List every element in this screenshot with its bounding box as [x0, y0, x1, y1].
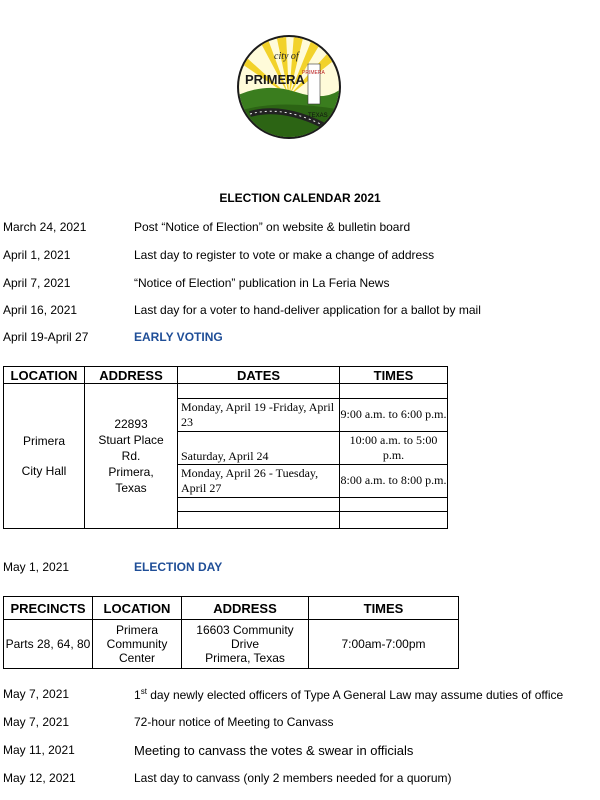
col-header: TIMES [340, 367, 448, 384]
early-voting-table [3, 366, 448, 529]
page-title: ELECTION CALENDAR 2021 [219, 191, 381, 205]
times-cell: 7:00am-7:00pm [309, 620, 459, 669]
election-day-table [3, 596, 459, 669]
col-header: LOCATION [4, 367, 85, 384]
address-cell: 16603 Community Drive Primera, Texas [182, 620, 309, 669]
time-cell [340, 497, 448, 511]
time-cell: 9:00 a.m. to 6:00 p.m. [340, 398, 448, 431]
col-header: ADDRESS [85, 367, 178, 384]
seal-text-2: PRIMERA [245, 72, 305, 87]
election-day-label: ELECTION DAY [134, 560, 223, 574]
time-cell [340, 512, 448, 529]
seal-text-1: city of [274, 51, 299, 62]
col-header: LOCATION [93, 597, 182, 620]
seal-text-3: TEXAS [308, 113, 328, 119]
date-cell: Saturday, April 24 [178, 431, 340, 464]
city-seal-icon [236, 34, 342, 140]
time-cell: 8:00 a.m. to 8:00 p.m. [340, 464, 448, 497]
col-header: PRECINCTS [4, 597, 93, 620]
seal-tower-text: PRIMERA [302, 70, 325, 76]
location-cell: Primera Community Center [93, 620, 182, 669]
date-cell [178, 384, 340, 398]
col-header: TIMES [309, 597, 459, 620]
date-cell [178, 497, 340, 511]
col-header: ADDRESS [182, 597, 309, 620]
col-header: DATES [178, 367, 340, 384]
address-cell: 22893 Stuart Place Rd. Primera, Texas [85, 384, 178, 529]
date-cell: Monday, April 26 - Tuesday, April 27 [178, 464, 340, 497]
time-cell [340, 384, 448, 398]
time-cell: 10:00 a.m. to 5:00 p.m. [340, 431, 448, 464]
precincts-cell: Parts 28, 64, 80 [4, 620, 93, 669]
location-cell: Primera City Hall [4, 384, 85, 529]
date-cell: Monday, April 19 -Friday, April 23 [178, 398, 340, 431]
date-cell [178, 512, 340, 529]
early-voting-label: EARLY VOTING [134, 330, 223, 344]
dates-times-grid [178, 384, 447, 528]
